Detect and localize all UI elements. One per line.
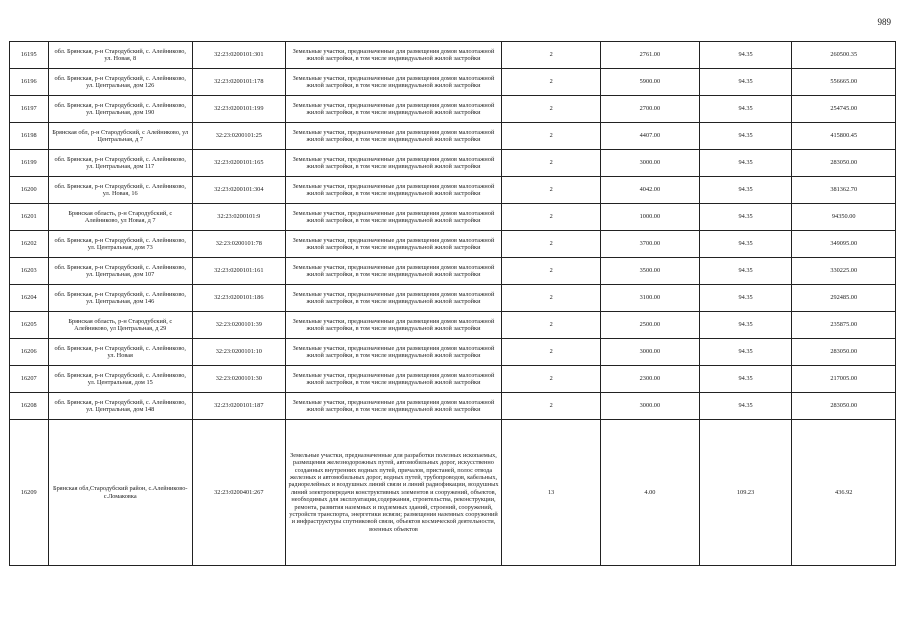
cadastral-number-cell: 32:23:0200101:161 xyxy=(192,258,285,285)
group-number-cell: 2 xyxy=(502,177,601,204)
area-cell: 5900.00 xyxy=(601,69,700,96)
group-number-cell: 2 xyxy=(502,69,601,96)
row-number-cell: 16203 xyxy=(10,258,49,285)
land-use-cell: Земельные участки, предназначенные для размещения домов малоэтажной жилой застройки, в том числе индивидуальной жилой застройки xyxy=(285,177,502,204)
group-number-cell: 2 xyxy=(502,393,601,420)
area-cell: 3100.00 xyxy=(601,285,700,312)
group-number-cell: 2 xyxy=(502,258,601,285)
table-row xyxy=(10,393,896,420)
area-cell: 3000.00 xyxy=(601,393,700,420)
specific-value-cell: 94.35 xyxy=(699,393,792,420)
cadastral-value-cell: 349095.00 xyxy=(792,231,896,258)
cadastral-value-cell: 260500.35 xyxy=(792,42,896,69)
table-row xyxy=(10,339,896,366)
cadastral-number-cell: 32:23:0200101:30 xyxy=(192,366,285,393)
land-use-cell: Земельные участки, предназначенные для размещения домов малоэтажной жилой застройки, в том числе индивидуальной жилой застройки xyxy=(285,69,502,96)
area-cell: 4407.00 xyxy=(601,123,700,150)
table-body xyxy=(10,42,896,566)
cadastral-number-cell: 32:23:0200101:165 xyxy=(192,150,285,177)
land-use-cell: Земельные участки, предназначенные для размещения домов малоэтажной жилой застройки, в том числе индивидуальной жилой застройки xyxy=(285,231,502,258)
row-number-cell: 16205 xyxy=(10,312,49,339)
address-cell: Брянская область, р-н Стародубский, с Алейниково, ул Центральная, д 29 xyxy=(48,312,192,339)
cadastral-value-cell: 436.92 xyxy=(792,420,896,566)
address-cell: обл. Брянская, р-н Стародубский, с. Алейниково, ул. Центральная, дом 148 xyxy=(48,393,192,420)
group-number-cell: 2 xyxy=(502,150,601,177)
group-number-cell: 2 xyxy=(502,285,601,312)
specific-value-cell: 94.35 xyxy=(699,69,792,96)
cadastral-value-cell: 381362.70 xyxy=(792,177,896,204)
cadastral-number-cell: 32:23:0200101:10 xyxy=(192,339,285,366)
area-cell: 2500.00 xyxy=(601,312,700,339)
address-cell: обл. Брянская, р-н Стародубский, с. Алейниково, ул. Новая, 16 xyxy=(48,177,192,204)
group-number-cell: 2 xyxy=(502,96,601,123)
area-cell: 4.00 xyxy=(601,420,700,566)
cadastral-number-cell: 32:23:0200101:304 xyxy=(192,177,285,204)
group-number-cell: 13 xyxy=(502,420,601,566)
cadastral-number-cell: 32:23:0200101:301 xyxy=(192,42,285,69)
area-cell: 3500.00 xyxy=(601,258,700,285)
row-number-cell: 16201 xyxy=(10,204,49,231)
area-cell: 1000.00 xyxy=(601,204,700,231)
specific-value-cell: 94.35 xyxy=(699,285,792,312)
land-use-cell: Земельные участки, предназначенные для размещения домов малоэтажной жилой застройки, в том числе индивидуальной жилой застройки xyxy=(285,42,502,69)
specific-value-cell: 94.35 xyxy=(699,231,792,258)
land-use-cell: Земельные участки, предназначенные для размещения домов малоэтажной жилой застройки, в том числе индивидуальной жилой застройки xyxy=(285,339,502,366)
cadastral-value-cell: 283050.00 xyxy=(792,339,896,366)
cadastral-value-cell: 217005.00 xyxy=(792,366,896,393)
cadastral-value-cell: 235875.00 xyxy=(792,312,896,339)
land-use-cell: Земельные участки, предназначенные для размещения домов малоэтажной жилой застройки, в том числе индивидуальной жилой застройки xyxy=(285,96,502,123)
cadastral-value-table xyxy=(9,41,896,566)
specific-value-cell: 94.35 xyxy=(699,123,792,150)
specific-value-cell: 94.35 xyxy=(699,42,792,69)
address-cell: обл. Брянская, р-н Стародубский, с. Алейниково, ул. Центральная, дом 117 xyxy=(48,150,192,177)
address-cell: обл. Брянская, р-н Стародубский, с. Алейниково, ул. Центральная, дом 107 xyxy=(48,258,192,285)
group-number-cell: 2 xyxy=(502,42,601,69)
cadastral-value-cell: 283050.00 xyxy=(792,393,896,420)
table-row xyxy=(10,96,896,123)
land-use-cell: Земельные участки, предназначенные для размещения домов малоэтажной жилой застройки, в том числе индивидуальной жилой застройки xyxy=(285,150,502,177)
area-cell: 4042.00 xyxy=(601,177,700,204)
address-cell: обл. Брянская, р-н Стародубский, с. Алейниково, ул. Новая, 8 xyxy=(48,42,192,69)
row-number-cell: 16202 xyxy=(10,231,49,258)
land-use-cell: Земельные участки, предназначенные для размещения домов малоэтажной жилой застройки, в том числе индивидуальной жилой застройки xyxy=(285,285,502,312)
area-cell: 3000.00 xyxy=(601,150,700,177)
land-use-cell: Земельные участки, предназначенные для размещения домов малоэтажной жилой застройки, в том числе индивидуальной жилой застройки xyxy=(285,366,502,393)
cadastral-number-cell: 32:23:0200101:178 xyxy=(192,69,285,96)
group-number-cell: 2 xyxy=(502,123,601,150)
cadastral-number-cell: 32:23:0200101:199 xyxy=(192,96,285,123)
row-number-cell: 16207 xyxy=(10,366,49,393)
row-number-cell: 16200 xyxy=(10,177,49,204)
table-row xyxy=(10,420,896,566)
cadastral-value-cell: 330225.00 xyxy=(792,258,896,285)
specific-value-cell: 109.23 xyxy=(699,420,792,566)
area-cell: 3000.00 xyxy=(601,339,700,366)
row-number-cell: 16198 xyxy=(10,123,49,150)
row-number-cell: 16199 xyxy=(10,150,49,177)
address-cell: обл. Брянская, р-н Стародубский, с. Алейниково, ул. Центральная, дом 15 xyxy=(48,366,192,393)
table-row xyxy=(10,123,896,150)
cadastral-value-cell: 415800.45 xyxy=(792,123,896,150)
address-cell: обл. Брянская, р-н Стародубский, с. Алейниково, ул. Новая xyxy=(48,339,192,366)
cadastral-value-cell: 292485.00 xyxy=(792,285,896,312)
group-number-cell: 2 xyxy=(502,204,601,231)
cadastral-number-cell: 32:23:0200101:39 xyxy=(192,312,285,339)
cadastral-number-cell: 32:23:0200401:267 xyxy=(192,420,285,566)
address-cell: обл. Брянская, р-н Стародубский, с. Алейниково, ул. Центральная, дом 126 xyxy=(48,69,192,96)
row-number-cell: 16206 xyxy=(10,339,49,366)
cadastral-value-cell: 94350.00 xyxy=(792,204,896,231)
group-number-cell: 2 xyxy=(502,312,601,339)
table-row xyxy=(10,312,896,339)
cadastral-number-cell: 32:23:0200101:9 xyxy=(192,204,285,231)
cadastral-value-cell: 283050.00 xyxy=(792,150,896,177)
cadastral-number-cell: 32:23:0200101:186 xyxy=(192,285,285,312)
land-use-cell: Земельные участки, предназначенные для разработки полезных ископаемых, размещения железнодорожных путей, автомобильных дорог, искусственно созданных внутренних водных путей, причалов, пристаней, полос отвода железных и автомобильных дорог, водных путей, трубопроводов, кабельных, радиорелейных и воздушных линий связи и линий радиофикации, воздушных линий электропередачи конструктивных элементов и сооружений, объектов, необходимых для эксплуатации,содержания, строительства, реконструкции, ремонта, развития наземных и подземных зданий, строений, сооружений, устройств транспорта, энергетики исвязи; размещения наземных сооружений и инфраструктуры спутниковой связи, объектов космической деятельности, военных объектов xyxy=(285,420,502,566)
table-row xyxy=(10,285,896,312)
table-row xyxy=(10,42,896,69)
table-row xyxy=(10,366,896,393)
address-cell: обл. Брянская, р-н Стародубский, с. Алейниково, ул. Центральная, дом 73 xyxy=(48,231,192,258)
row-number-cell: 16195 xyxy=(10,42,49,69)
specific-value-cell: 94.35 xyxy=(699,150,792,177)
address-cell: обл. Брянская, р-н Стародубский, с. Алейниково, ул. Центральная, дом 190 xyxy=(48,96,192,123)
address-cell: Брянская обл, р-н Стародубский, с Алейниково, ул Центральная, д 7 xyxy=(48,123,192,150)
cadastral-value-cell: 254745.00 xyxy=(792,96,896,123)
cadastral-number-cell: 32:23:0200101:25 xyxy=(192,123,285,150)
area-cell: 3700.00 xyxy=(601,231,700,258)
specific-value-cell: 94.35 xyxy=(699,366,792,393)
cadastral-value-cell: 556665.00 xyxy=(792,69,896,96)
row-number-cell: 16197 xyxy=(10,96,49,123)
row-number-cell: 16208 xyxy=(10,393,49,420)
table-row xyxy=(10,177,896,204)
address-cell: Брянская область, р-н Стародубский, с Алейниково, ул Новая, д 7 xyxy=(48,204,192,231)
table-row xyxy=(10,258,896,285)
address-cell: Брянская обл,Стародубский район, с.Алейниково-с.Ломаковка xyxy=(48,420,192,566)
specific-value-cell: 94.35 xyxy=(699,339,792,366)
group-number-cell: 2 xyxy=(502,339,601,366)
row-number-cell: 16196 xyxy=(10,69,49,96)
group-number-cell: 2 xyxy=(502,231,601,258)
specific-value-cell: 94.35 xyxy=(699,204,792,231)
specific-value-cell: 94.35 xyxy=(699,177,792,204)
table-row xyxy=(10,204,896,231)
specific-value-cell: 94.35 xyxy=(699,258,792,285)
table-row xyxy=(10,150,896,177)
address-cell: обл. Брянская, р-н Стародубский, с. Алейниково, ул. Центральная, дом 146 xyxy=(48,285,192,312)
land-use-cell: Земельные участки, предназначенные для размещения домов малоэтажной жилой застройки, в том числе индивидуальной жилой застройки xyxy=(285,393,502,420)
table-row xyxy=(10,69,896,96)
land-use-cell: Земельные участки, предназначенные для размещения домов малоэтажной жилой застройки, в том числе индивидуальной жилой застройки xyxy=(285,123,502,150)
area-cell: 2300.00 xyxy=(601,366,700,393)
cadastral-number-cell: 32:23:0200101:187 xyxy=(192,393,285,420)
land-use-cell: Земельные участки, предназначенные для размещения домов малоэтажной жилой застройки, в том числе индивидуальной жилой застройки xyxy=(285,258,502,285)
area-cell: 2761.00 xyxy=(601,42,700,69)
row-number-cell: 16209 xyxy=(10,420,49,566)
page-number: 989 xyxy=(877,17,891,27)
specific-value-cell: 94.35 xyxy=(699,96,792,123)
cadastral-number-cell: 32:23:0200101:78 xyxy=(192,231,285,258)
table-row xyxy=(10,231,896,258)
land-use-cell: Земельные участки, предназначенные для размещения домов малоэтажной жилой застройки, в том числе индивидуальной жилой застройки xyxy=(285,204,502,231)
area-cell: 2700.00 xyxy=(601,96,700,123)
group-number-cell: 2 xyxy=(502,366,601,393)
specific-value-cell: 94.35 xyxy=(699,312,792,339)
land-use-cell: Земельные участки, предназначенные для размещения домов малоэтажной жилой застройки, в том числе индивидуальной жилой застройки xyxy=(285,312,502,339)
row-number-cell: 16204 xyxy=(10,285,49,312)
